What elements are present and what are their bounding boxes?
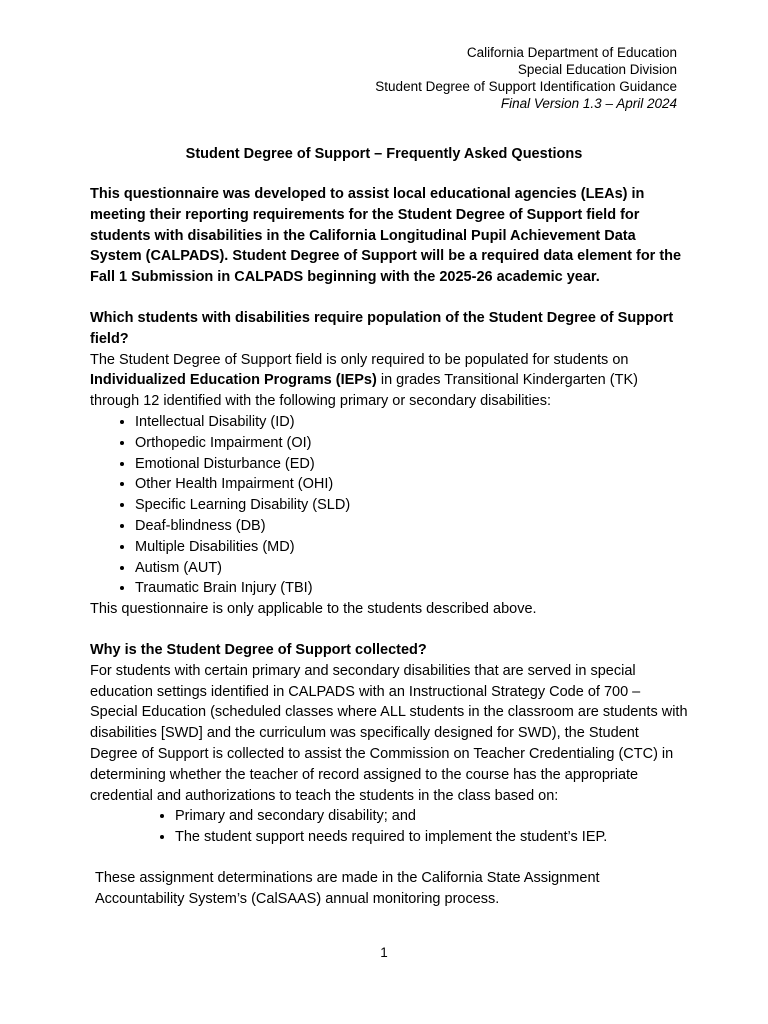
list-item: • Specific Learning Disability (SLD) [135,495,690,516]
disability-list [90,412,690,599]
list-item: • Autism (AUT) [135,558,690,579]
question-2: Why is the Student Degree of Support collected? [90,641,427,658]
page-title: Student Degree of Support – Frequently Asked Questions [185,146,583,162]
document-header [375,44,677,112]
header-division: Special Education Division [517,62,677,77]
answer-1-end: in grades Transitional Kindergarten (TK) through 12 identified with the following primary or secondary disabilities: [90,372,638,410]
question-1: Which students with disabilities require population of the Student Degree of Support field? [90,309,674,347]
criteria-list [90,806,690,848]
list-item: • Primary and secondary disability; and [175,806,690,827]
header-guidance: Student Degree of Support Identification Guidance [375,79,677,94]
answer-2: For students with certain primary and secondary disabilities that are served in special education settings identified in CALPADS with an Instructional Strategy Code of 700 – Special Education (scheduled classes where ALL students in the classroom are students with disabilities [SWD] and the curriculum was specifically designed for SWD), the Student Degree of Support is collected to assist the Commission on Teacher Credentialing (CTC) in determining whether the teacher of record assigned to the course has the appropriate credential and authorizations to teach the students in the class based on: [90,662,688,804]
list-item: • Other Health Impairment (OHI) [135,474,690,495]
document-body [90,184,690,910]
header-version: Final Version 1.3 – April 2024 [500,96,677,111]
answer-1 [90,350,690,412]
page-number: 1 [380,945,388,960]
list-item: • Multiple Disabilities (MD) [135,537,690,558]
list-item: • The student support needs required to implement the student’s IEP. [175,827,690,848]
list-item: • Traumatic Brain Injury (TBI) [135,578,690,599]
list-item: • Deaf-blindness (DB) [135,516,690,537]
list-item: • Emotional Disturbance (ED) [135,454,690,475]
section-1-closing: This questionnaire is only applicable to the students described above. [90,601,537,618]
list-item: • Orthopedic Impairment (OI) [135,433,690,454]
list-item: • Intellectual Disability (ID) [135,412,690,433]
section-2-closing: These assignment determinations are made in the California State Assignment Accountability System’s (CalSAAS) annual monitoring process. [95,869,600,907]
intro-paragraph: This questionnaire was developed to assist local educational agencies (LEAs) in meeting their reporting requirements for the Student Degree of Support field for students with disabilities in the California Longitudinal Pupil Achievement Data System (CALPADS). Student Degree of Support will be a required data element for the Fall 1 Submission in CALPADS beginning with the 2025-26 academic year. [90,186,682,286]
answer-1-bold: Individualized Education Programs (IEPs) [90,372,377,389]
answer-1-start: The Student Degree of Support field is only required to be populated for students on [90,351,629,368]
header-department: California Department of Education [466,45,677,60]
